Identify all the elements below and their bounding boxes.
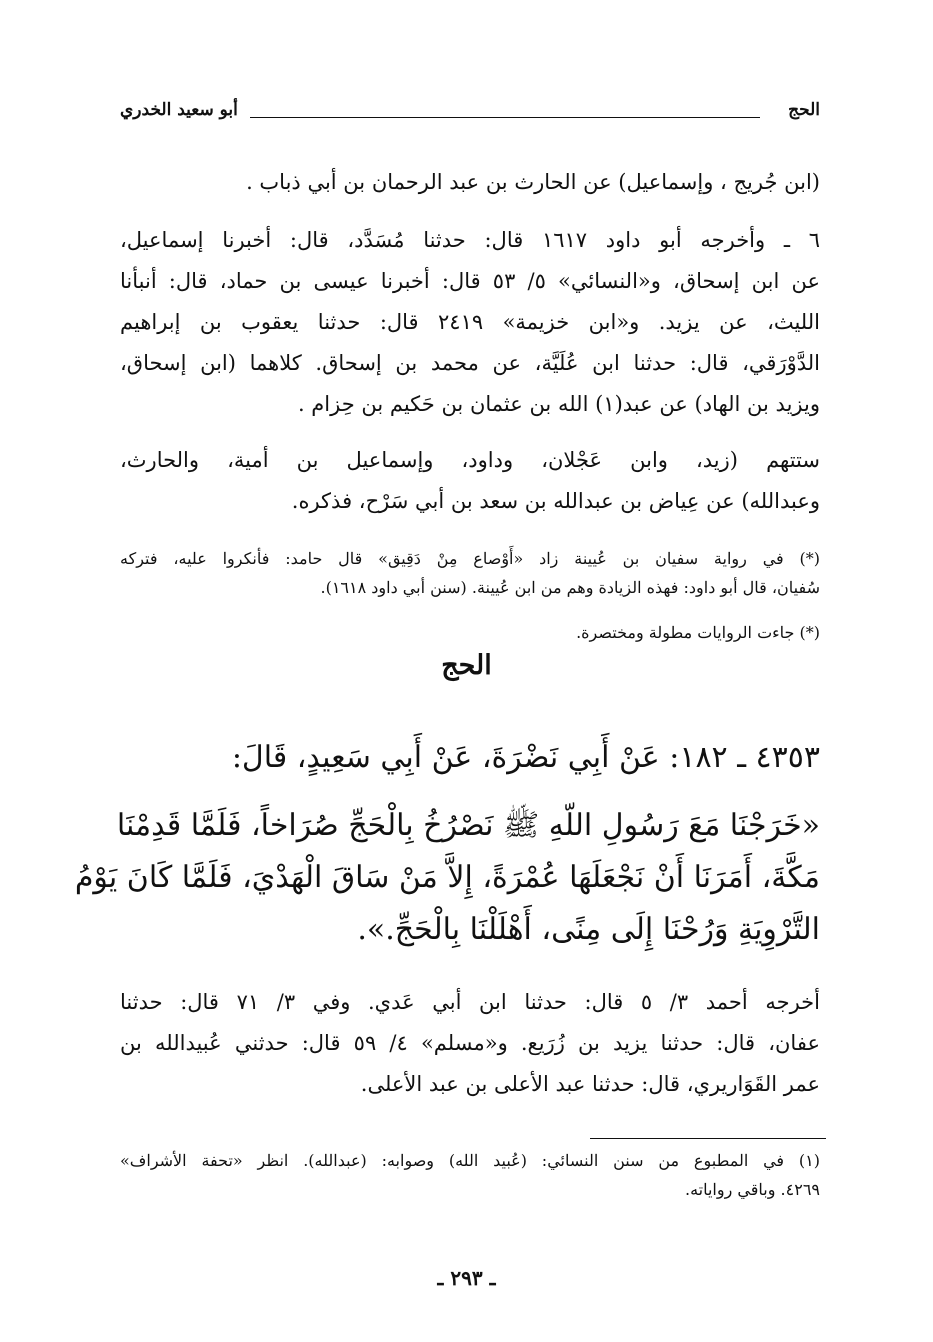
intro-paragraph bbox=[120, 162, 820, 203]
text-line: أخرجه أحمد ٣/ ٥ قال: حدثنا ابن أبي عَدي. وفي ٣/ ٧١ قال: حدثنا bbox=[120, 990, 820, 1014]
text-line: عمر القَوَاريري، قال: حدثنا عبد الأعلى بن عبد الأعلى. bbox=[360, 1072, 820, 1096]
header-author: أبو سعيد الخدري bbox=[120, 100, 238, 120]
hadith-heading: ٤٣٥٣ ـ ١٨٢: عَنْ أَبِي نَضْرَةَ، عَنْ أَبِي سَعِيدٍ، قَالَ: bbox=[231, 740, 820, 775]
hadith-line: التَّرْوِيَةِ وَرُحْنَا إِلَى مِنًى، أَهْلَلْنَا بِالْحَجِّ.». bbox=[357, 912, 820, 947]
note-line: (*) في رواية سفيان بن عُيينة زاد «أَوْصاع مِنْ دَقِيق» قال حامد: فأنكروا عليه، فتركه bbox=[120, 549, 820, 568]
text-line: عن ابن إسحاق، و«النسائي» ٥/ ٥٣ قال: أخبرنا عيسى بن حماد، قال: أنبأنا bbox=[120, 269, 820, 293]
header-chapter: الحج bbox=[788, 100, 820, 120]
text-line: ٦ ـ وأخرجه أبو داود ١٦١٧ قال: حدثنا مُسَدَّد، قال: أخبرنا إسماعيل، bbox=[120, 228, 820, 252]
footnote-line: ٤٢٦٩. وباقي رواياته. bbox=[684, 1180, 820, 1199]
note-star-2 bbox=[120, 618, 820, 647]
footnote-1 bbox=[120, 1146, 820, 1204]
header-rule bbox=[250, 117, 760, 118]
paragraph-6 bbox=[120, 220, 820, 425]
hadith-line: «خَرَجْنَا مَعَ رَسُولِ اللّهِ ﷺ نَصْرُخُ بِالْحَجِّ صُرَاخاً، فَلَمَّا قَدِمْنَا bbox=[116, 808, 820, 843]
running-header bbox=[120, 100, 820, 130]
text-line: الدَّوْرَقي، قال: حدثنا ابن عُلَيَّة، عن محمد بن إسحاق. كلاهما (ابن إسحاق، bbox=[120, 351, 820, 375]
text-line: ويزيد بن الهاد) عن عبد(١) الله بن عثمان بن حَكيم بن حِزام . bbox=[297, 392, 820, 416]
hadith-text bbox=[74, 800, 820, 956]
page-number: ـ ٢٩٣ ـ bbox=[437, 1266, 496, 1290]
paragraph-sittatuhum bbox=[120, 440, 820, 522]
text-line: (ابن جُريج ، وإسماعيل) عن الحارث بن عبد الرحمان بن أبي ذباب . bbox=[246, 170, 820, 194]
note-line: سُفيان، قال أبو داود: فهذه الزيادة وهم من ابن عُيينة. (سنن أبي داود ١٦١٨). bbox=[320, 578, 820, 597]
note-star-1 bbox=[120, 544, 820, 602]
text-line: ستتهم (زيد، وابن عَجْلان، وداود، وإسماعيل بن أمية، والحارث، bbox=[120, 448, 820, 472]
footnote-rule bbox=[590, 1138, 826, 1139]
hadith-line: مَكَّةَ، أَمَرَنَا أَنْ نَجْعَلَهَا عُمْرَةً، إِلاَّ مَنْ سَاقَ الْهَدْيَ، فَلَمَّا كَانَ يَوْمُ bbox=[74, 860, 820, 895]
text-line: الليث، عن يزيد. و«ابن خزيمة» ٢٤١٩ قال: حدثنا يعقوب بن إبراهيم bbox=[120, 310, 820, 334]
note-line: (*) جاءت الروايات مطولة ومختصرة. bbox=[576, 623, 820, 642]
footnote-line: (١) في المطبوع من سنن النسائي: (عُبيد الله) وصوابه: (عبدالله). انظر «تحفة الأشراف» bbox=[120, 1151, 820, 1170]
text-line: عفان، قال: حدثنا يزيد بن زُرَيع. و«مسلم» ٤/ ٥٩ قال: حدثني عُبيدالله بن bbox=[120, 1031, 820, 1055]
text-line: وعبدالله) عن عِياض بن عبدالله بن سعد بن أبي سَرْح، فذكره. bbox=[291, 489, 820, 513]
chapter-title: الحج bbox=[441, 650, 492, 681]
takhrij-paragraph bbox=[120, 982, 820, 1105]
